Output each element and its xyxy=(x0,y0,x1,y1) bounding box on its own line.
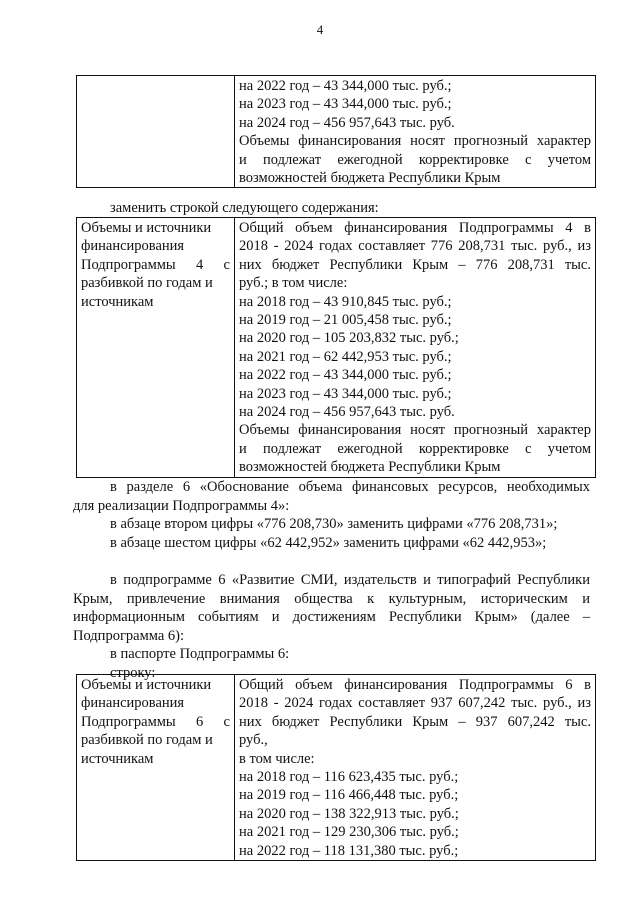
funding-line: них бюджет Республики Крым – 937 607,242 тыс. xyxy=(239,713,591,730)
funding-line: на 2019 год – 116 466,448 тыс. руб.; xyxy=(239,787,459,804)
paragraph-line: Подпрограмма 6): xyxy=(73,627,184,644)
funding-note-line: и подлежат ежегодной корректировке с учетом xyxy=(239,440,591,457)
funding-line: в том числе: xyxy=(239,750,315,767)
paragraph-line: в абзаце втором цифры «776 208,730» заменить цифрами «776 208,731»; xyxy=(110,516,558,533)
funding-line: них бюджет Республики Крым – 776 208,731 тыс. xyxy=(239,256,591,273)
page-number: 4 xyxy=(316,22,324,37)
paragraph-line: в паспорте Подпрограммы 6: xyxy=(110,646,290,663)
funding-line: на 2024 год – 456 957,643 тыс. руб. xyxy=(239,114,455,131)
table-cell-left xyxy=(77,218,235,478)
table-row xyxy=(77,218,596,478)
table-cell-left xyxy=(77,76,235,188)
paragraph-line: в разделе 6 «Обоснование объема финансовых ресурсов, необходимых xyxy=(110,479,590,495)
paragraph-line: для реализации Подпрограммы 4»: xyxy=(73,497,290,514)
funding-line: руб.; в том числе: xyxy=(239,275,348,292)
cell-label-line: Объемы и источники xyxy=(81,220,212,236)
funding-table-top xyxy=(76,75,596,188)
funding-line: на 2018 год – 116 623,435 тыс. руб.; xyxy=(239,769,459,786)
cell-label-line: источникам xyxy=(81,750,154,767)
funding-line: на 2023 год – 43 344,000 тыс. руб.; xyxy=(239,96,452,113)
table-cell-right xyxy=(235,76,596,188)
funding-line: на 2018 год – 43 910,845 тыс. руб.; xyxy=(239,293,452,310)
table-cell-right xyxy=(235,675,596,861)
paragraph-line: в абзаце шестом цифры «62 442,952» заменить цифрами «62 442,953»; xyxy=(110,534,547,551)
funding-line: на 2020 год – 138 322,913 тыс. руб.; xyxy=(239,805,459,822)
cell-label-line: источникам xyxy=(81,293,154,310)
funding-table-subprogram-4 xyxy=(76,217,596,478)
funding-line: на 2020 год – 105 203,832 тыс. руб.; xyxy=(239,330,459,347)
funding-table-subprogram-6 xyxy=(76,674,596,861)
section-6-paragraph xyxy=(73,478,590,552)
funding-line: на 2024 год – 456 957,643 тыс. руб. xyxy=(239,404,455,421)
funding-line: на 2022 год – 118 131,380 тыс. руб.; xyxy=(239,842,459,859)
paragraph-line: Крым, привлечение внимания общества к культурным, историческим и xyxy=(73,590,590,607)
funding-line: Общий объем финансирования Подпрограммы 6 в xyxy=(239,677,591,693)
paragraph-line: информационным событиям и достижениям Республики Крым» (далее – xyxy=(73,609,590,626)
funding-line: 2018 - 2024 годах составляет 937 607,242 тыс. руб., из xyxy=(239,695,591,712)
table-cell-right xyxy=(235,218,596,478)
table-row xyxy=(77,76,596,188)
cell-label-line: разбивкой по годам и xyxy=(81,275,213,292)
cell-label-line: финансирования xyxy=(81,238,185,255)
cell-label-line: Подпрограммы 6 с xyxy=(81,713,230,730)
cell-label-line: Объемы и источники xyxy=(81,677,212,693)
funding-line: Общий объем финансирования Подпрограммы 4 в xyxy=(239,220,591,236)
funding-line: руб., xyxy=(239,732,268,749)
table-cell-left xyxy=(77,675,235,861)
funding-note-line: Объемы финансирования носят прогнозный характер xyxy=(239,422,591,439)
cell-label-line: финансирования xyxy=(81,695,185,712)
funding-line: на 2023 год – 43 344,000 тыс. руб.; xyxy=(239,385,452,402)
subprogram-6-paragraph xyxy=(73,571,590,683)
funding-line: на 2021 год – 129 230,306 тыс. руб.; xyxy=(239,824,459,841)
funding-line: 2018 - 2024 годах составляет 776 208,731 тыс. руб., из xyxy=(239,238,591,255)
table-row xyxy=(77,675,596,861)
paragraph-line: в подпрограмме 6 «Развитие СМИ, издательств и типографий Республики xyxy=(110,572,590,588)
replace-intro: заменить строкой следующего содержания: xyxy=(110,200,379,216)
funding-line: на 2019 год – 21 005,458 тыс. руб.; xyxy=(239,312,452,329)
funding-note-line: и подлежат ежегодной корректировке с учетом xyxy=(239,151,591,168)
funding-note-line: Объемы финансирования носят прогнозный характер xyxy=(239,133,591,150)
funding-line: на 2021 год – 62 442,953 тыс. руб.; xyxy=(239,348,452,365)
cell-label-line: разбивкой по годам и xyxy=(81,732,213,749)
funding-note-line: возможностей бюджета Республики Крым xyxy=(239,170,501,187)
paragraph-line: строку: xyxy=(110,664,156,681)
funding-note-line: возможностей бюджета Республики Крым xyxy=(239,459,501,476)
funding-line: на 2022 год – 43 344,000 тыс. руб.; xyxy=(239,78,452,94)
cell-label-line: Подпрограммы 4 с xyxy=(81,256,230,273)
funding-line: на 2022 год – 43 344,000 тыс. руб.; xyxy=(239,367,452,384)
